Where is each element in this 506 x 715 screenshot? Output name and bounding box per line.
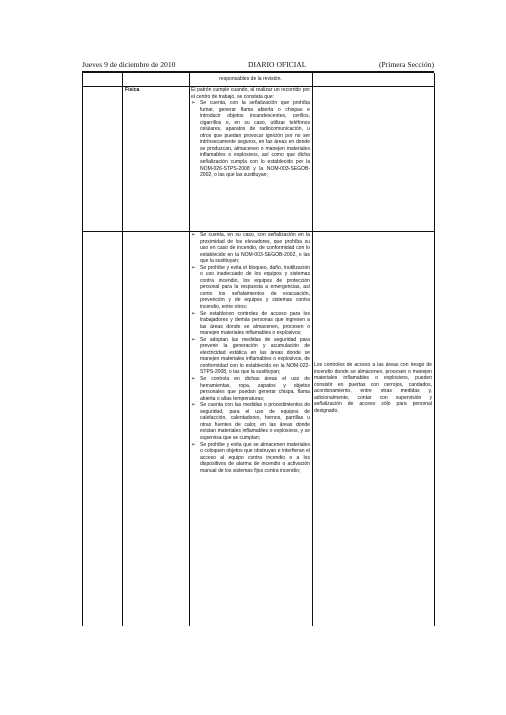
table-border-right xyxy=(434,73,435,626)
header-publication: DIARIO OFICIAL xyxy=(247,60,307,69)
requirement-cell xyxy=(191,87,310,179)
table-border-left xyxy=(82,73,83,626)
check-arrow-icon: ➢ xyxy=(191,264,196,271)
check-arrow-icon: ➢ xyxy=(191,376,196,383)
table-cell-continuation: responsables de la revisión. xyxy=(219,76,282,82)
list-item: ➢ Se controla en dichas áreas el uso de herramientas, ropa, zapatos y objetos personales que puedan generar chispa, flama abierta o altas temperaturas; xyxy=(191,376,310,402)
check-arrow-icon: ➢ xyxy=(191,402,196,409)
table-col-divider xyxy=(312,73,313,626)
compliance-table xyxy=(82,73,434,626)
requirement-list xyxy=(191,232,310,474)
check-arrow-icon: ➢ xyxy=(191,441,196,448)
requirement-intro: El patrón cumple cuando, al realizar un recorrido por el centro de trabajo, se constata que: xyxy=(191,87,310,100)
header-section: (Primera Sección) xyxy=(378,60,434,69)
verification-note: Los controles de acceso a las áreas con riesgo de incendio donde se almacenen, procesen o manejen materiales inflamables o explosivos, pueden consistir en puertas con cerrojos, candados, acordonamiento, entre otras medidas y, adicionalmente, contar con supervisión y señalización de acceso sólo para personal designado. xyxy=(314,362,432,414)
list-item: ➢ Se prohíbe y evita que se almacenen materiales o coloquen objetos que obstruyan e interfieran el acceso al equipo contra incendio o a los dispositivos de alarma de incendio o activación manual de los sistemas fijos contra incendio; xyxy=(191,441,310,474)
list-item: ➢ Se adoptan las medidas de seguridad para prevenir la generación y acumulación de electricidad estática en las áreas donde se manejen materiales inflamables o explosivos, de conformidad con lo establecido en la NOM-022-STPS-2008, o las que la sustituyan; xyxy=(191,336,310,376)
requirement-list xyxy=(191,100,310,179)
check-arrow-icon: ➢ xyxy=(191,232,196,238)
check-arrow-icon: ➢ xyxy=(191,336,196,343)
check-arrow-icon: ➢ xyxy=(191,310,196,317)
list-item: ➢ Se cuenta, con la señalización que prohíba fumar, generar flama abierta o chispas e introducir objetos incandescentes, cerillos, cigarrillos o, en su caso, utilizar teléfonos celulares, aparatos de radiocomunicación, u otros que puedan provocar ignición por no ser intrínsecamente seguros, en las áreas en donde se produzcan, almacenen o manejen materiales inflamables o explosivos, así como que dicha señalización cumpla con lo establecido por la NOM-026-STPS-2008 y la NOM-003-SEGOB-2002, o las que las sustituyan; xyxy=(191,100,310,179)
table-col-divider xyxy=(122,73,123,626)
requirement-cell xyxy=(191,232,310,474)
header-date: Jueves 9 de diciembre de 2010 xyxy=(82,60,176,69)
list-item: ➢ Se cuenta con las medidas o procedimientos de seguridad, para el uso de equipos de calefacción, calentadores, hornos, parrillas u otras fuentes de calor, en las áreas donde existan materiales inflamables o explosivos, y se supervisa que se cumplan; xyxy=(191,402,310,441)
page-header xyxy=(82,60,434,72)
list-item: ➢ Se cuenta, en su caso, con señalización en la proximidad de los elevadores, que prohíba su uso en caso de incendio, de conformidad con lo establecido en la NOM-003-SEGOB-2002, o las que la sustituyan; xyxy=(191,232,310,265)
list-item: ➢ Se establecen controles de acceso para los trabajadores y demás personas que ingresen a las áreas donde se almacenen, procesen o manejen materiales inflamables o explosivos; xyxy=(191,310,310,337)
category-label: Física xyxy=(125,87,140,93)
list-item: ➢ Se prohíbe y evita el bloqueo, daño, inutilización o uso inadecuado de los equipos y sistemas contra incendio, los equipos de protección personal para la respuesta a emergencias, así como los señalamientos de evacuación, prevención y de equipos y sistemas contra incendio, entre otros; xyxy=(191,264,310,311)
check-arrow-icon: ➢ xyxy=(191,100,196,107)
table-col-divider xyxy=(189,73,190,626)
